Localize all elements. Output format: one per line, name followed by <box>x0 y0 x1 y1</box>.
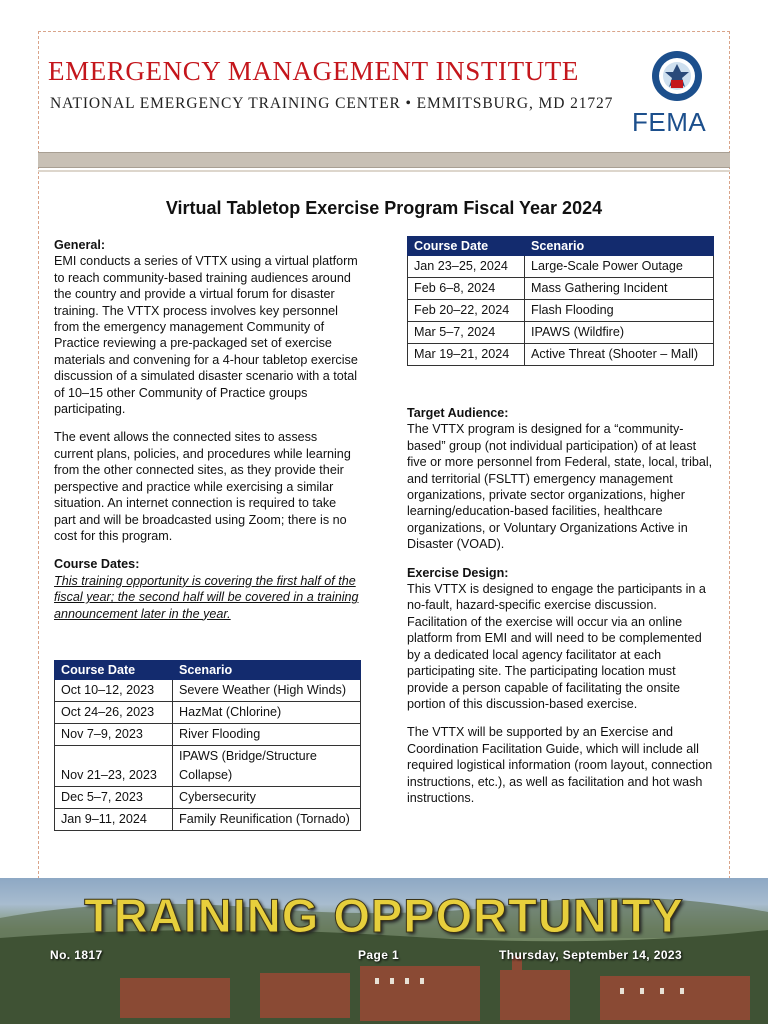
scenario: HazMat (Chlorine) <box>173 702 361 724</box>
scenario: Large-Scale Power Outage <box>525 256 714 278</box>
general-paragraph-1: EMI conducts a series of VTTX using a virtual platform to reach community-based training audiences around the country and provide a virtual forum for disaster training. The VTTX process involves key personnel from the emergency management Community of Practice reviewing a pre-packaged set of exercise materials and convening for a 4-hour tabletop exercise discussion of a simulated disaster scenario with a total of 10–15 other Community of Practice groups participating. <box>54 254 358 417</box>
course-date: Nov 7–9, 2023 <box>55 724 173 746</box>
table-row <box>55 809 361 831</box>
course-date: Oct 24–26, 2023 <box>55 702 173 724</box>
course-date: Oct 10–12, 2023 <box>55 680 173 702</box>
table-row <box>55 787 361 809</box>
column-header-scenario: Scenario <box>525 237 714 256</box>
training-opportunity-banner: TRAINING OPPORTUNITY <box>84 889 684 942</box>
table-row <box>408 256 714 278</box>
table-row <box>408 300 714 322</box>
table-row <box>55 724 361 746</box>
table-row <box>408 322 714 344</box>
fema-logo: FEMA <box>632 107 707 137</box>
institute-name: EMERGENCY MANAGEMENT INSTITUTE <box>48 56 579 86</box>
general-paragraph-2: The event allows the connected sites to assess current plans, policies, and procedures while learning from the other connected sites, as they provide their perspective and practice while exercising a similar situation. An internet connection is required to take part and will be broadcasted using Zoom; there is no cost for this program. <box>54 430 351 543</box>
scenario: Severe Weather (High Winds) <box>173 680 361 702</box>
header-divider-bar <box>38 152 730 168</box>
announcement-date: Thursday, September 14, 2023 <box>499 948 683 962</box>
scenario: IPAWS (Bridge/Structure Collapse) <box>173 746 361 787</box>
header-divider-line <box>38 170 730 172</box>
course-date: Jan 9–11, 2024 <box>55 809 173 831</box>
scenario: River Flooding <box>173 724 361 746</box>
exercise-design-heading: Exercise Design: <box>407 565 509 580</box>
course-date: Mar 19–21, 2024 <box>408 344 525 366</box>
course-dates-note: This training opportunity is covering the first half of the fiscal year; the second half will be covered in a training announcement later in the year. <box>54 573 359 621</box>
column-header-date: Course Date <box>408 237 525 256</box>
document-title: Virtual Tabletop Exercise Program Fiscal Year 2024 <box>165 198 603 218</box>
course-dates-heading: Course Dates: <box>54 557 140 572</box>
column-header-scenario: Scenario <box>173 661 361 680</box>
general-heading: General: <box>54 238 106 252</box>
table-row <box>55 746 361 787</box>
scenario: IPAWS (Wildfire) <box>525 322 714 344</box>
announcement-number: No. 1817 <box>50 948 103 962</box>
letterhead <box>48 50 720 145</box>
course-date: Nov 21–23, 2023 <box>55 746 173 787</box>
table-row <box>408 278 714 300</box>
scenario: Mass Gathering Incident <box>525 278 714 300</box>
exercise-design-paragraph-1: This VTTX is designed to engage the participants in a no-fault, hazard-specific exercise discussion. Facilitation of the exercise will occur via an online platform from EMI and will need to be complemented by a dedicated local agency facilitator at each participating site. The participating location must provide a person capable of facilitating the onsite portion of this discussion-based exercise. <box>407 582 706 711</box>
course-date: Dec 5–7, 2023 <box>55 787 173 809</box>
dhs-seal-icon <box>651 50 703 102</box>
scenario: Active Threat (Shooter – Mall) <box>525 344 714 366</box>
page-number: Page 1 <box>358 948 400 962</box>
institute-address: NATIONAL EMERGENCY TRAINING CENTER • EMMITSBURG, MD 21727 <box>50 95 614 112</box>
scenario: Cybersecurity <box>173 787 361 809</box>
table-row <box>55 702 361 724</box>
course-date: Feb 6–8, 2024 <box>408 278 525 300</box>
column-header-date: Course Date <box>55 661 173 680</box>
exercise-design-paragraph-2: The VTTX will be supported by an Exercise and Coordination Facilitation Guide, which will include all required logistical information (room layout, connection instructions, etc.), as well as facilitation and hot wash instructions. <box>407 725 713 805</box>
target-audience-text: The VTTX program is designed for a “community-based” group (not individual participation) of at least five or more personnel from Federal, state, local, tribal, and territorial (FSLTT) emergency management organizations, private sector organizations, higher learning/education-based facilities, healthcare organizations, or Voluntary Organizations Active in Disaster (VOAD). <box>407 422 713 552</box>
course-date: Mar 5–7, 2024 <box>408 322 525 344</box>
course-date: Jan 23–25, 2024 <box>408 256 525 278</box>
course-table-left <box>54 660 361 831</box>
course-date: Feb 20–22, 2024 <box>408 300 525 322</box>
right-column <box>407 405 715 818</box>
course-table-right <box>407 236 714 366</box>
scenario: Family Reunification (Tornado) <box>173 809 361 831</box>
left-column <box>54 237 359 634</box>
target-audience-heading: Target Audience: <box>407 406 509 420</box>
scenario: Flash Flooding <box>525 300 714 322</box>
table-row <box>408 344 714 366</box>
table-row <box>55 680 361 702</box>
